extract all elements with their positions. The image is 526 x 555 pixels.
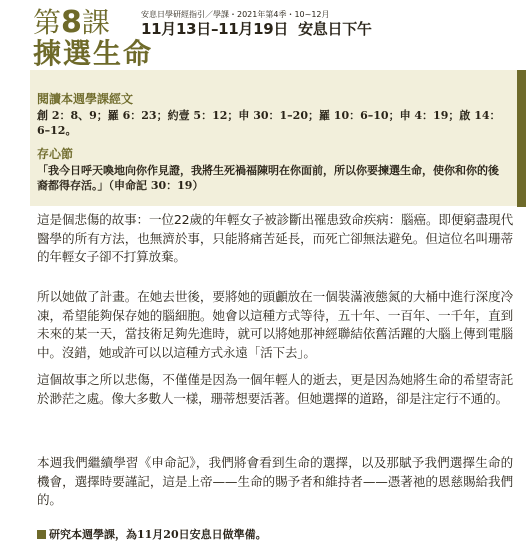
- square-bullet-icon: [37, 530, 46, 539]
- body-paragraph: 這個故事之所以悲傷，不僅僅是因為一個年輕人的逝去，更是因為她將生命的希望寄託於渺茫之處。像大多數人一樣，珊蒂想要活著。但她選擇的道路，卻是注定行不通的。: [37, 372, 513, 406]
- body-paragraph: 這是個悲傷的故事：一位22歲的年輕女子被診斷出罹患致命疾病：腦癌。即便窮盡現代醫學的所有方法，也無濟於事，只能將痛苦延長，而死亡卻無法避免。但這位名叫珊蒂的年輕女子卻不打算放棄。: [37, 212, 513, 264]
- lesson-number: 8: [61, 5, 82, 40]
- date-range: 11月13日–11月19日: [141, 20, 289, 38]
- study-box-accent-bar: [517, 70, 526, 207]
- footer-note: [37, 528, 267, 542]
- footer-note-text: 研究本週學課，為11月20日安息日做準備。: [49, 528, 267, 541]
- lesson-number-label: [33, 6, 110, 40]
- body-paragraph: 所以她做了計畫。在她去世後，要將她的頭顱放在一個裝滿液態氮的大桶中進行深度冷凍，希望能夠保存她的腦細胞。她會以這種方式等待，五十年、一百年、一千年，直到未來的某一天，當技術足夠先進時，就可以將她那神經聯結依舊活躍的大腦上傳到電腦中。沒錯，她或許可以以這種方式永遠「活下去」。: [37, 289, 513, 360]
- memory-verse-heading: 存心節: [37, 147, 74, 161]
- date-line: [141, 20, 372, 38]
- memory-verse: 「我今日呼天喚地向你作見證，我將生死禍福陳明在你面前，所以你要揀選生命，使你和你的後裔都得存活。」（申命記 30：19）: [37, 164, 499, 192]
- reading-references: 創 2：8、9；羅 6：23；約壹 5：12；申 30：1–20；羅 10：6–10；申 4：19；啟 14：6–12。: [37, 109, 501, 137]
- reading-heading: 閱讀本週學課經文: [37, 92, 134, 106]
- body-paragraph: 本週我們繼續學習《申命記》，我們將會看到生命的選擇，以及那賦予我們選擇生命的機會，選擇時要謹記，這是上帝——生命的賜予者和維持者——憑著祂的恩慈賜給我們的。: [37, 455, 513, 507]
- day-label: 安息日下午: [298, 20, 372, 38]
- lesson-title: 揀選生命: [33, 37, 154, 70]
- lesson-prefix: 第: [33, 6, 62, 39]
- lesson-suffix: 課: [81, 6, 110, 39]
- publication-meta: 安息日學研經指引／學課・2021年第4季・10~12月: [141, 10, 330, 19]
- study-box-top: [30, 70, 526, 87]
- lesson-header: [0, 0, 526, 70]
